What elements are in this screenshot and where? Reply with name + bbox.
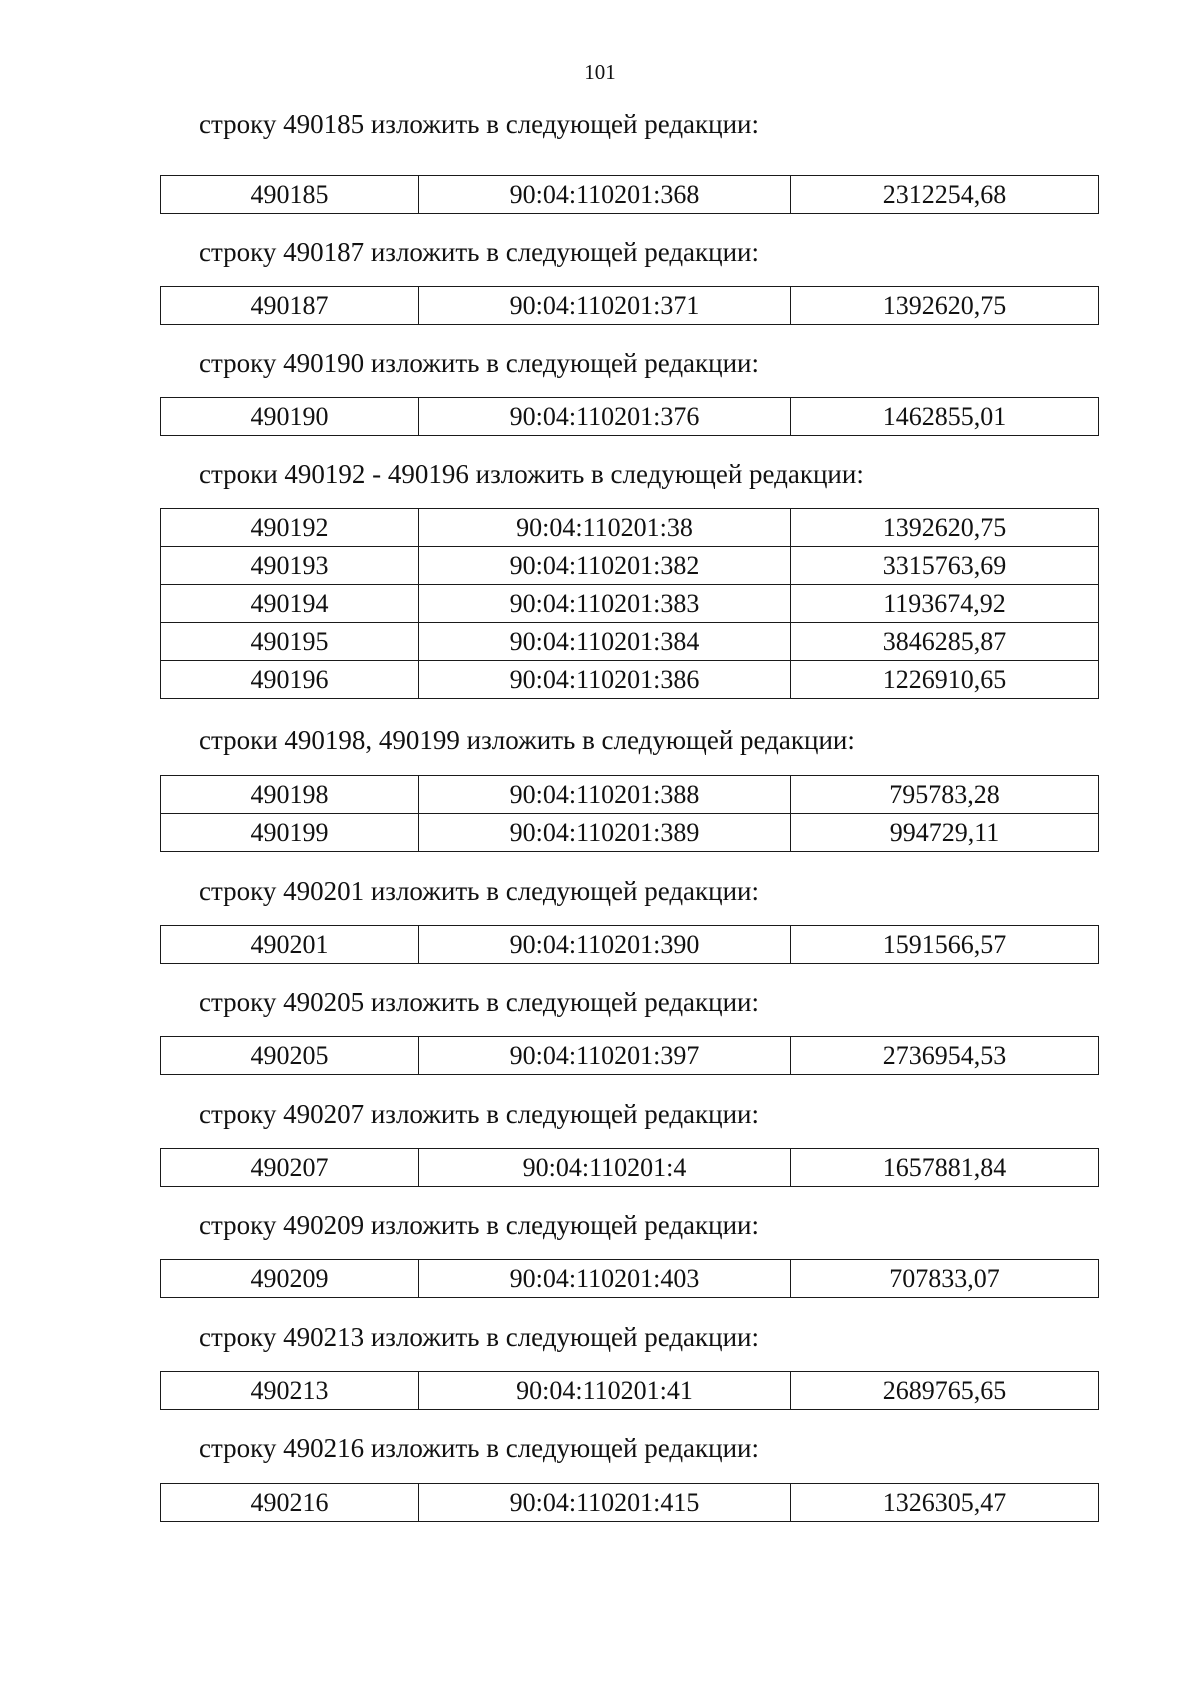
amendment-section	[160, 1320, 1100, 1354]
amendment-section	[160, 457, 1100, 491]
amendment-table	[160, 1259, 1100, 1298]
cadastral-value: 707833,07	[791, 1260, 1099, 1298]
amendment-intro: строку 490213 изложить в следующей редакции:	[199, 1322, 760, 1352]
cadastral-value: 1392620,75	[791, 287, 1099, 325]
row-number: 490201	[161, 926, 419, 964]
table-row	[161, 176, 1099, 214]
row-number: 490207	[161, 1149, 419, 1187]
cadastral-value: 1226910,65	[791, 661, 1099, 699]
table-row	[161, 547, 1099, 585]
amendment-intro: строку 490209 изложить в следующей редакции:	[199, 1210, 760, 1240]
row-number: 490198	[161, 776, 419, 814]
cadastral-value: 2312254,68	[791, 176, 1099, 214]
cadastral-value: 1462855,01	[791, 398, 1099, 436]
table-row	[161, 814, 1099, 852]
table-row	[161, 398, 1099, 436]
table-row	[161, 1037, 1099, 1075]
row-number: 490193	[161, 547, 419, 585]
amendment-intro: строки 490198, 490199 изложить в следующей редакции:	[199, 725, 855, 755]
cadastral-value: 3315763,69	[791, 547, 1099, 585]
cadastral-number: 90:04:110201:403	[419, 1260, 791, 1298]
row-number: 490192	[161, 509, 419, 547]
table-row	[161, 1260, 1099, 1298]
amendment-section	[160, 874, 1100, 908]
amendment-section	[160, 346, 1100, 380]
row-number: 490190	[161, 398, 419, 436]
table-row	[161, 287, 1099, 325]
cadastral-number: 90:04:110201:368	[419, 176, 791, 214]
amendment-table	[160, 508, 1100, 699]
row-number: 490196	[161, 661, 419, 699]
cadastral-value: 795783,28	[791, 776, 1099, 814]
table-row	[161, 585, 1099, 623]
cadastral-number: 90:04:110201:397	[419, 1037, 791, 1075]
amendment-section	[160, 1431, 1100, 1465]
cadastral-value: 3846285,87	[791, 623, 1099, 661]
cadastral-number: 90:04:110201:4	[419, 1149, 791, 1187]
table-row	[161, 509, 1099, 547]
table-row	[161, 623, 1099, 661]
table-row	[161, 776, 1099, 814]
amendment-section	[160, 1097, 1100, 1131]
row-number: 490199	[161, 814, 419, 852]
amendment-table	[160, 397, 1100, 436]
row-number: 490209	[161, 1260, 419, 1298]
amendment-section	[160, 107, 1100, 141]
table-row	[161, 1484, 1099, 1522]
cadastral-value: 1392620,75	[791, 509, 1099, 547]
row-number: 490213	[161, 1372, 419, 1410]
cadastral-number: 90:04:110201:371	[419, 287, 791, 325]
row-number: 490205	[161, 1037, 419, 1075]
amendment-intro: строку 490190 изложить в следующей редакции:	[199, 348, 760, 378]
table-row	[161, 926, 1099, 964]
cadastral-number: 90:04:110201:386	[419, 661, 791, 699]
table-row	[161, 661, 1099, 699]
cadastral-value: 1193674,92	[791, 585, 1099, 623]
row-number: 490187	[161, 287, 419, 325]
amendment-intro: строку 490187 изложить в следующей редакции:	[199, 237, 760, 267]
cadastral-value: 1657881,84	[791, 1149, 1099, 1187]
amendment-section	[160, 985, 1100, 1019]
amendment-section	[160, 235, 1100, 269]
cadastral-number: 90:04:110201:376	[419, 398, 791, 436]
amendment-table	[160, 175, 1100, 214]
amendment-intro: строку 490205 изложить в следующей редакции:	[199, 987, 760, 1017]
row-number: 490185	[161, 176, 419, 214]
amendment-table	[160, 775, 1100, 852]
row-number: 490195	[161, 623, 419, 661]
amendment-intro: строку 490207 изложить в следующей редакции:	[199, 1099, 760, 1129]
cadastral-value: 2689765,65	[791, 1372, 1099, 1410]
page-number: 101	[584, 60, 616, 84]
cadastral-number: 90:04:110201:384	[419, 623, 791, 661]
table-row	[161, 1372, 1099, 1410]
amendment-table	[160, 1036, 1100, 1075]
amendment-table	[160, 286, 1100, 325]
cadastral-number: 90:04:110201:383	[419, 585, 791, 623]
cadastral-number: 90:04:110201:415	[419, 1484, 791, 1522]
cadastral-number: 90:04:110201:38	[419, 509, 791, 547]
cadastral-number: 90:04:110201:389	[419, 814, 791, 852]
amendment-intro: строку 490216 изложить в следующей редакции:	[199, 1433, 760, 1463]
table-row	[161, 1149, 1099, 1187]
cadastral-number: 90:04:110201:388	[419, 776, 791, 814]
cadastral-value: 1591566,57	[791, 926, 1099, 964]
amendment-table	[160, 925, 1100, 964]
cadastral-number: 90:04:110201:390	[419, 926, 791, 964]
cadastral-number: 90:04:110201:41	[419, 1372, 791, 1410]
amendment-table	[160, 1371, 1100, 1410]
amendment-section	[160, 723, 1100, 757]
amendment-table	[160, 1483, 1100, 1522]
row-number: 490194	[161, 585, 419, 623]
cadastral-number: 90:04:110201:382	[419, 547, 791, 585]
row-number: 490216	[161, 1484, 419, 1522]
amendment-intro: строку 490201 изложить в следующей редакции:	[199, 876, 760, 906]
amendment-section	[160, 1208, 1100, 1242]
cadastral-value: 1326305,47	[791, 1484, 1099, 1522]
amendment-intro: строку 490185 изложить в следующей редакции:	[199, 109, 760, 139]
cadastral-value: 2736954,53	[791, 1037, 1099, 1075]
amendment-table	[160, 1148, 1100, 1187]
cadastral-value: 994729,11	[791, 814, 1099, 852]
amendment-intro: строки 490192 - 490196 изложить в следующей редакции:	[199, 459, 864, 489]
